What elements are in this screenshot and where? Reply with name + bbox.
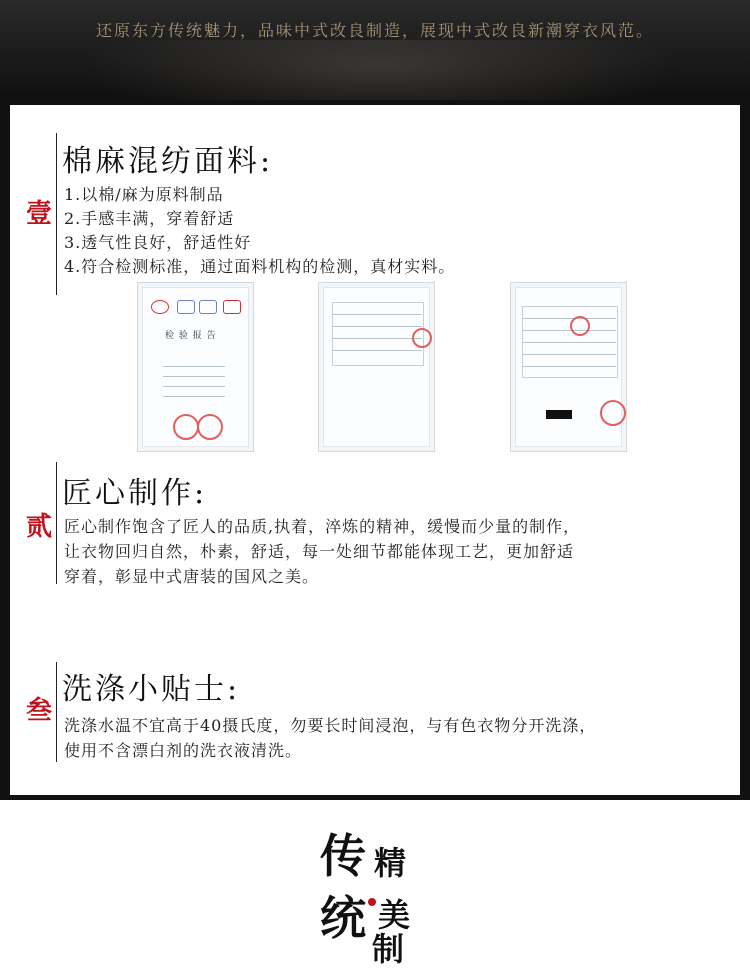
section-2-title: 匠心制作: bbox=[62, 476, 208, 511]
section-3-title: 洗涤小贴士: bbox=[62, 672, 241, 707]
top-banner bbox=[0, 0, 750, 100]
inspection-report-cover bbox=[137, 282, 254, 452]
logo-char-3: 统 bbox=[320, 891, 366, 945]
section-3-line-1: 洗涤水温不宜高于40摄氏度，勿要长时间浸泡，与有色衣物分开洗涤， bbox=[64, 716, 597, 735]
logo-char-4: 美 bbox=[378, 896, 411, 934]
section-3-divider bbox=[56, 662, 57, 762]
section-2-line-3: 穿着，彰显中式唐装的国风之美。 bbox=[64, 567, 320, 586]
section-1-line-4: 4.符合检测标准，通过面料机构的检测，真材实料。 bbox=[64, 257, 456, 276]
section-1-divider bbox=[56, 133, 57, 295]
logo-char-2: 精 bbox=[374, 844, 407, 882]
section-2-line-2: 让衣物回归自然，朴素，舒适，每一处细节都能体现工艺，更加舒适 bbox=[64, 542, 575, 561]
section-1-title: 棉麻混纺面料: bbox=[62, 144, 274, 179]
logo-char-1: 传 bbox=[320, 829, 366, 883]
section-3-line-2: 使用不含漂白剂的洗衣液清洗。 bbox=[64, 741, 303, 760]
red-dot-mark bbox=[368, 898, 376, 906]
section-2-numeral: 贰 bbox=[26, 512, 53, 542]
section-3-numeral: 叁 bbox=[26, 696, 53, 726]
inspection-report-page-2 bbox=[318, 282, 435, 452]
section-1-line-3: 3.透气性良好，舒适性好 bbox=[64, 233, 252, 252]
inspection-report-page-3 bbox=[510, 282, 627, 452]
section-2-divider bbox=[56, 462, 57, 584]
section-1-numeral: 壹 bbox=[26, 199, 53, 229]
section-2-line-1: 匠心制作饱含了匠人的品质,执着，淬炼的精神，缓慢而少量的制作， bbox=[64, 517, 581, 536]
logo-char-5: 制 bbox=[372, 930, 405, 968]
banner-slogan: 还原东方传统魅力，品味中式改良制造，展现中式改良新潮穿衣风范。 bbox=[95, 21, 654, 40]
calligraphy-logo bbox=[320, 820, 430, 968]
report-cover-title: 检 验 报 告 bbox=[165, 331, 217, 341]
section-1-line-1: 1.以棉/麻为原料制品 bbox=[64, 185, 224, 204]
section-1-line-2: 2.手感丰满，穿着舒适 bbox=[64, 209, 235, 228]
